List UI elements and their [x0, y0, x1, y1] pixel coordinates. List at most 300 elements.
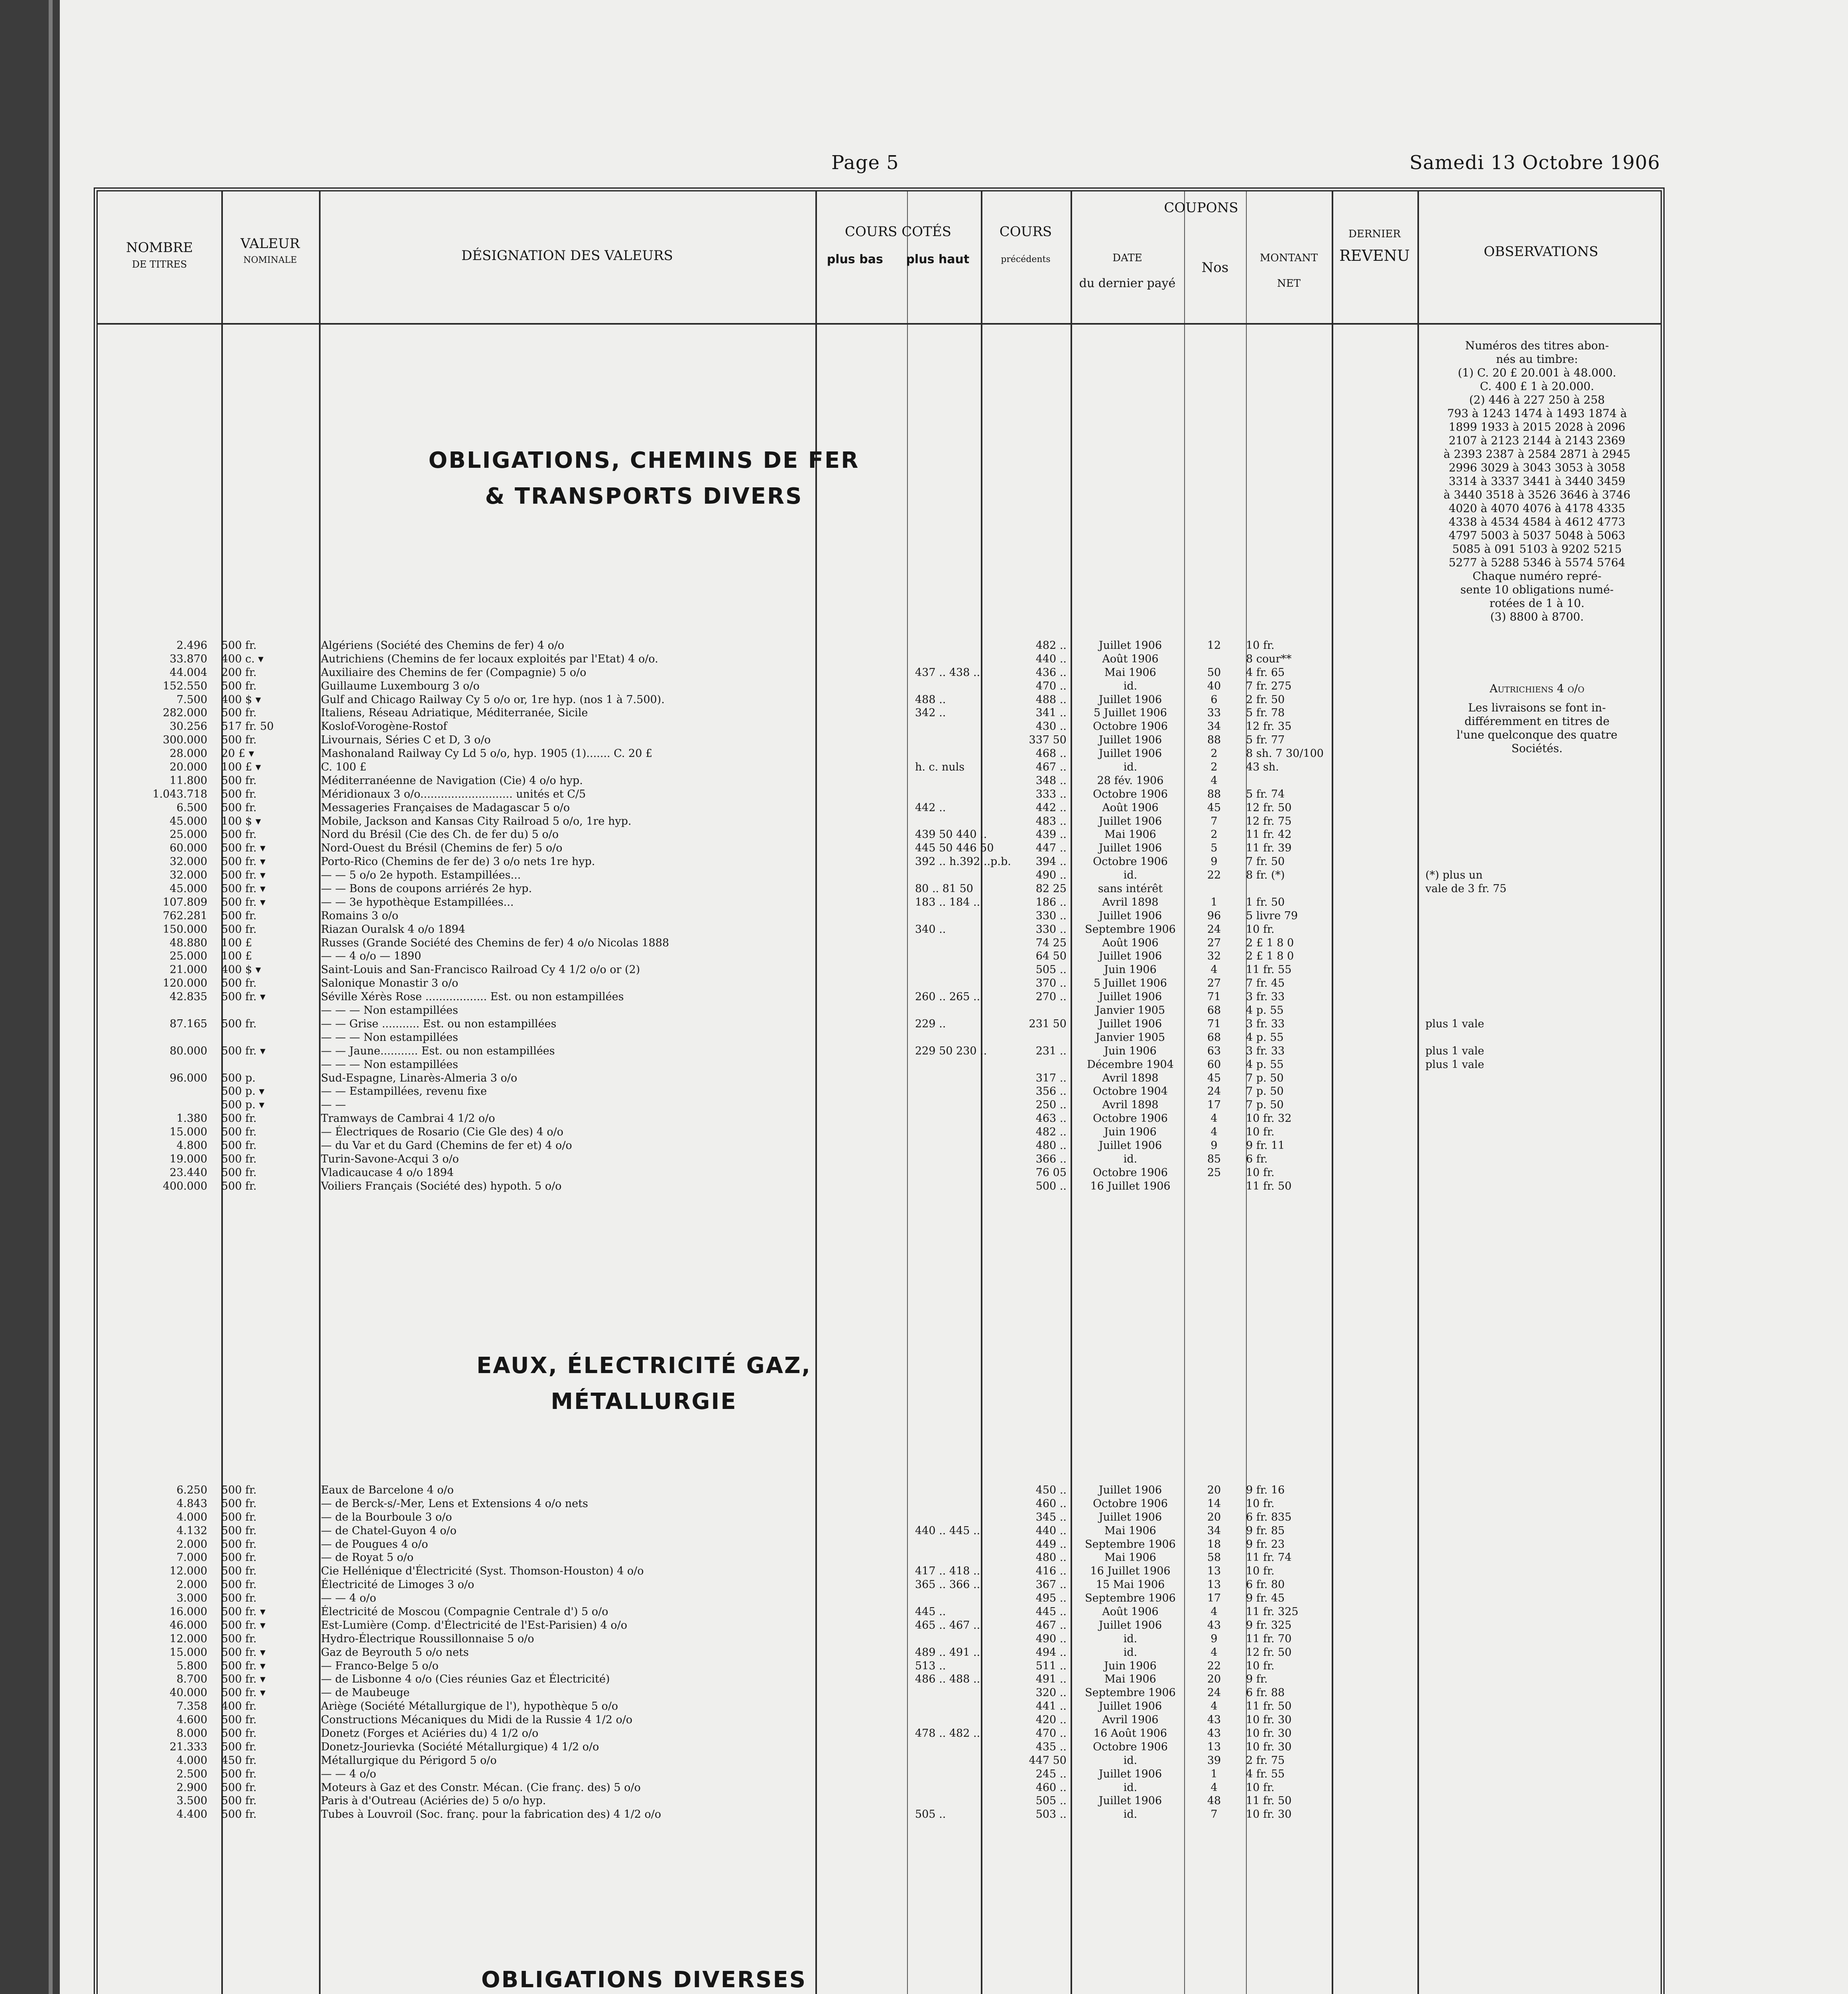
cours-cotes: 465 .. 467 ..	[915, 1619, 980, 1631]
coupon-montant: 6 fr. 835	[1246, 1511, 1292, 1523]
nombre-de-titres: 25.000	[169, 950, 207, 963]
cours-precedents: 480 ..	[1035, 1551, 1067, 1564]
designation: Gulf and Chicago Railway Cy 5 o/o or, 1re hyp. (nos 1 à 7.500).	[321, 693, 665, 706]
col-plus-haut: plus haut	[906, 252, 970, 266]
coupon-date: id.	[1123, 761, 1138, 774]
observation-line: C. 400 £ 1 à 20.000.	[1480, 380, 1594, 393]
cours-precedents: 430 ..	[1035, 720, 1067, 733]
cours-cotes: 260 .. 265 ..	[915, 991, 980, 1003]
valeur-nominale: 20 £ ▾	[221, 747, 254, 760]
valeur-nominale: 500 fr.	[221, 1727, 257, 1740]
coupon-numero: 2	[1210, 747, 1218, 760]
cours-precedents: 482 ..	[1035, 1126, 1067, 1139]
valeur-nominale: 400 $ ▾	[221, 693, 261, 706]
designation: Ariège (Société Métallurgique de l'), hypothèque 5 o/o	[321, 1700, 618, 1713]
cours-cotes: 478 .. 482 ..	[915, 1727, 980, 1740]
valeur-nominale: 500 fr.	[221, 1781, 257, 1794]
coupon-montant: 10 fr.	[1246, 923, 1275, 936]
observation-line: (1) C. 20 £ 20.001 à 48.000.	[1458, 366, 1616, 379]
table-row	[98, 1767, 1661, 1781]
coupon-date: Juin 1906	[1104, 1126, 1157, 1139]
designation: — de Lisbonne 4 o/o (Cies réunies Gaz et Électricité)	[321, 1673, 610, 1686]
nombre-de-titres: 4.400	[176, 1808, 207, 1821]
designation: — de Royat 5 o/o	[321, 1551, 414, 1564]
designation: Mobile, Jackson and Kansas City Railroad 5 o/o, 1re hyp.	[321, 815, 632, 828]
valeur-nominale: 500 fr.	[221, 1112, 257, 1125]
coupon-numero: 27	[1207, 936, 1221, 949]
observation-line: l'une quelconque des quatre	[1456, 728, 1618, 741]
col-cours-cotes: COURS COTÉS plus bas plus haut	[815, 223, 981, 268]
coupon-numero: 4	[1210, 1646, 1218, 1659]
nombre-de-titres: 32.000	[169, 855, 207, 868]
nombre-de-titres: 96.000	[169, 1072, 207, 1084]
table-row	[98, 882, 1661, 896]
cours-precedents: 445 ..	[1035, 1606, 1067, 1618]
designation: Hydro-Électrique Roussillonnaise 5 o/o	[321, 1632, 534, 1645]
coupon-date: 16 Juillet 1906	[1090, 1565, 1171, 1578]
valeur-nominale: 500 fr.	[221, 977, 257, 990]
cours-precedents: 483 ..	[1035, 815, 1067, 828]
observation-line: 1899 1933 à 2015 2028 à 2096	[1448, 420, 1626, 433]
designation: Constructions Mécaniques du Midi de la Russie 4 1/2 o/o	[321, 1714, 633, 1726]
nombre-de-titres: 762.281	[163, 909, 207, 922]
coupon-montant: 9 fr. 23	[1246, 1538, 1285, 1551]
designation: Guillaume Luxembourg 3 o/o	[321, 680, 480, 692]
section-title-chemins-de-fer: OBLIGATIONS, CHEMINS DE FER & TRANSPORTS DIVERS	[428, 447, 860, 509]
coupon-montant: 9 fr.	[1246, 1673, 1268, 1686]
observation-line: Chaque numéro repré-	[1472, 569, 1602, 583]
nombre-de-titres: 4.000	[176, 1754, 207, 1767]
coupon-montant: 6 fr. 80	[1246, 1578, 1285, 1591]
table-row	[98, 666, 1661, 680]
designation: — — Estampillées, revenu fixe	[321, 1085, 487, 1098]
designation: — de la Bourboule 3 o/o	[321, 1511, 452, 1523]
coupon-montant: 5 fr. 78	[1246, 707, 1285, 719]
coupon-numero: 50	[1207, 666, 1221, 679]
table-row	[98, 1058, 1661, 1072]
nombre-de-titres: 32.000	[169, 869, 207, 882]
valeur-nominale: 200 fr.	[221, 666, 257, 679]
cours-cotes: 440 .. 445 ..	[915, 1524, 980, 1537]
coupon-date: Octobre 1906	[1093, 720, 1168, 733]
nombre-de-titres: 42.835	[169, 991, 207, 1003]
designation: Porto-Rico (Chemins de fer de) 3 o/o nets 1re hyp.	[321, 855, 595, 868]
coupon-numero: 48	[1207, 1795, 1221, 1807]
valeur-nominale: 500 fr. ▾	[221, 1044, 266, 1057]
nombre-de-titres: 152.550	[163, 680, 207, 692]
coupon-date: Janvier 1905	[1095, 1004, 1165, 1017]
cours-precedents: 231 ..	[1035, 1044, 1067, 1057]
coupon-numero: 20	[1207, 1484, 1221, 1496]
col-numero: Nos	[1201, 260, 1229, 276]
valeur-nominale: 500 fr.	[221, 1565, 257, 1578]
designation: Auxiliaire des Chemins de fer (Compagnie) 5 o/o	[321, 666, 586, 679]
coupon-numero: 34	[1207, 1524, 1221, 1537]
designation: Turin-Savone-Acqui 3 o/o	[321, 1153, 459, 1165]
designation: Riazan Ouralsk 4 o/o 1894	[321, 923, 465, 936]
cours-cotes: 229 50 230 ..	[915, 1044, 987, 1057]
coupon-numero: 22	[1207, 869, 1221, 882]
designation: Séville Xérès Rose .................. Est. ou non estampillées	[321, 991, 624, 1003]
coupon-date: Juillet 1906	[1098, 1619, 1162, 1631]
valeur-nominale: 450 fr.	[221, 1754, 257, 1767]
cours-cotes: 513 ..	[915, 1659, 946, 1672]
coupon-date: Avril 1898	[1102, 1099, 1159, 1111]
coupon-montant: 12 fr. 75	[1246, 815, 1292, 828]
designation: Tubes à Louvroil (Soc. franç. pour la fabrication des) 4 1/2 o/o	[321, 1808, 661, 1821]
valeur-nominale: 500 fr.	[221, 1592, 257, 1605]
designation: — de Chatel-Guyon 4 o/o	[321, 1524, 457, 1537]
cours-precedents: 470 ..	[1035, 680, 1067, 692]
valeur-nominale: 500 fr.	[221, 1740, 257, 1753]
designation: — Franco-Belge 5 o/o	[321, 1659, 439, 1672]
valeur-nominale: 500 p.	[221, 1072, 256, 1084]
cours-precedents: 447 50	[1029, 1754, 1067, 1767]
designation: Paris à d'Outreau (Aciéries de) 5 o/o hyp.	[321, 1795, 546, 1807]
coupon-montant: 10 fr.	[1246, 1659, 1275, 1672]
designation: C. 100 £	[321, 761, 367, 774]
coupon-montant: 6 fr.	[1246, 1153, 1268, 1165]
coupon-numero: 9	[1210, 1139, 1218, 1152]
cours-cotes: 340 ..	[915, 923, 946, 936]
coupon-date: Août 1906	[1102, 801, 1159, 814]
designation: — — Grise ........... Est. ou non estampillées	[321, 1017, 557, 1030]
coupon-date: Juillet 1906	[1098, 815, 1162, 828]
coupon-date: Octobre 1906	[1093, 1497, 1168, 1510]
table-row	[98, 923, 1661, 936]
observation-line: 2996 3029 à 3043 3053 à 3058	[1448, 461, 1626, 474]
col-coupons: COUPONS	[1164, 200, 1238, 216]
coupon-numero: 17	[1207, 1592, 1221, 1605]
valeur-nominale: 500 fr.	[221, 1538, 257, 1551]
valeur-nominale: 500 fr.	[221, 1497, 257, 1510]
col-dernier-revenu: DERNIER REVENU	[1339, 228, 1410, 264]
nombre-de-titres: 16.000	[169, 1606, 207, 1618]
coupon-montant: 10 fr.	[1246, 1781, 1275, 1794]
cours-precedents: 64 50	[1035, 950, 1067, 963]
coupon-date: Mai 1906	[1104, 1551, 1156, 1564]
section-title-eaux-electricite: EAUX, ÉLECTRICITÉ GAZ, MÉTALLURGIE	[476, 1353, 811, 1415]
cours-precedents: 367 ..	[1035, 1578, 1067, 1591]
cours-precedents: 449 ..	[1035, 1538, 1067, 1551]
coupon-numero: 13	[1207, 1578, 1221, 1591]
designation: — — — Non estampillées	[321, 1058, 458, 1071]
valeur-nominale: 500 fr.	[221, 1511, 257, 1523]
nombre-de-titres: 5.800	[176, 1659, 207, 1672]
cours-precedents: 82 25	[1035, 883, 1067, 895]
cours-cotes: 445 ..	[915, 1606, 946, 1618]
coupon-numero: 33	[1207, 707, 1221, 719]
cours-precedents: 460 ..	[1035, 1497, 1067, 1510]
coupon-numero: 7	[1210, 815, 1218, 828]
valeur-nominale: 500 fr. ▾	[221, 1606, 266, 1618]
designation: Donetz (Forges et Aciéries du) 4 1/2 o/o	[321, 1727, 539, 1740]
cours-cotes: 489 .. 491 ..	[915, 1646, 980, 1659]
coupon-montant: 5 fr. 77	[1246, 734, 1285, 747]
valeur-nominale: 500 fr.	[221, 909, 257, 922]
coupon-montant: 10 fr.	[1246, 639, 1275, 652]
coupon-numero: 9	[1210, 1632, 1218, 1645]
coupon-montant: 9 fr. 11	[1246, 1139, 1285, 1152]
nombre-de-titres: 120.000	[163, 977, 207, 990]
designation: Électricité de Moscou (Compagnie Centrale d') 5 o/o	[321, 1606, 608, 1618]
coupon-numero: 13	[1207, 1565, 1221, 1578]
table-row	[98, 1004, 1661, 1017]
cours-precedents: 470 ..	[1035, 1727, 1067, 1740]
valeur-nominale: 400 c. ▾	[221, 652, 264, 665]
coupon-numero: 71	[1207, 991, 1221, 1003]
coupon-montant: 6 fr. 88	[1246, 1687, 1285, 1699]
coupon-montant: 11 fr. 39	[1246, 842, 1292, 855]
designation: Mashonaland Railway Cy Ld 5 o/o, hyp. 1905 (1)....... C. 20 £	[321, 747, 653, 760]
coupon-numero: 27	[1207, 977, 1221, 990]
coupon-montant: 10 fr.	[1246, 1565, 1275, 1578]
designation: Messageries Françaises de Madagascar 5 o/o	[321, 801, 570, 814]
coupon-montant: 12 fr. 50	[1246, 1646, 1292, 1659]
coupon-numero: 4	[1210, 1781, 1218, 1794]
coupon-montant: 11 fr. 42	[1246, 828, 1292, 841]
cours-cotes: 392 .. h.392 ..p.b.	[915, 855, 1011, 868]
cours-cotes: 417 .. 418 ..	[915, 1565, 980, 1578]
valeur-nominale: 500 fr.	[221, 1126, 257, 1139]
valeur-nominale: 500 fr.	[221, 1180, 257, 1192]
cours-precedents: 341 ..	[1035, 707, 1067, 719]
coupon-montant: 7 fr. 275	[1246, 680, 1292, 692]
valeur-nominale: 500 fr.	[221, 1767, 257, 1780]
coupon-date: Octobre 1906	[1093, 855, 1168, 868]
cours-cotes: 437 .. 438 ..	[915, 666, 980, 679]
nombre-de-titres: 20.000	[169, 761, 207, 774]
coupon-numero: 60	[1207, 1058, 1221, 1071]
observation-note: plus 1 vale	[1425, 1058, 1484, 1071]
valeur-nominale: 500 fr.	[221, 707, 257, 719]
nombre-de-titres: 107.809	[163, 896, 207, 908]
coupon-numero: 1	[1210, 896, 1218, 908]
designation: — — 4 o/o	[321, 1767, 376, 1780]
cours-precedents: 463 ..	[1035, 1112, 1067, 1125]
designation: Électricité de Limoges 3 o/o	[321, 1578, 474, 1591]
cours-precedents: 76 05	[1035, 1166, 1067, 1179]
cours-precedents: 74 25	[1035, 936, 1067, 949]
valeur-nominale: 500 fr. ▾	[221, 1646, 266, 1659]
coupon-numero: 13	[1207, 1740, 1221, 1753]
section-title-obligations-diverses: OBLIGATIONS DIVERSES	[481, 1967, 807, 1993]
coupon-numero: 88	[1207, 788, 1221, 800]
coupon-date: sans intérêt	[1098, 883, 1163, 895]
coupon-date: Juillet 1906	[1098, 1484, 1162, 1496]
cours-precedents: 491 ..	[1035, 1673, 1067, 1686]
cours-cotes: 439 50 440 ..	[915, 828, 987, 841]
nombre-de-titres: 15.000	[169, 1646, 207, 1659]
coupon-montant: 3 fr. 33	[1246, 991, 1285, 1003]
coupon-montant: 4 fr. 55	[1246, 1767, 1285, 1780]
coupon-date: 16 Août 1906	[1093, 1727, 1167, 1740]
binding-spine	[0, 0, 60, 1994]
cours-precedents: 330 ..	[1035, 909, 1067, 922]
coupon-montant: 5 fr. 74	[1246, 788, 1285, 800]
table-row	[98, 1139, 1661, 1153]
designation: Vladicaucase 4 o/o 1894	[321, 1166, 454, 1179]
coupon-date: Août 1906	[1102, 936, 1159, 949]
coupon-numero: 24	[1207, 923, 1221, 936]
nombre-de-titres: 21.000	[169, 964, 207, 976]
designation: Donetz-Jourievka (Société Métallurgique) 4 1/2 o/o	[321, 1740, 599, 1753]
coupon-date: Octobre 1904	[1093, 1085, 1168, 1098]
coupon-numero: 2	[1210, 761, 1218, 774]
coupon-montant: 11 fr. 325	[1246, 1606, 1299, 1618]
col-plus-bas: plus bas	[827, 252, 883, 266]
observations-autrichiens: Autrichiens 4 o/o Les livraisons se font in- différemment en titres de l'une quelconque des quatre Sociétés.	[1425, 682, 1649, 755]
table-row	[98, 1673, 1661, 1686]
cours-precedents: 468 ..	[1035, 747, 1067, 760]
coupon-montant: 9 fr. 45	[1246, 1592, 1285, 1605]
coupon-date: id.	[1123, 1632, 1138, 1645]
table-row	[98, 1713, 1661, 1727]
cours-precedents: 317 ..	[1035, 1072, 1067, 1084]
designation: Algériens (Société des Chemins de fer) 4 o/o	[321, 639, 565, 652]
valeur-nominale: 500 fr.	[221, 774, 257, 787]
cours-precedents: 320 ..	[1035, 1687, 1067, 1699]
cours-precedents: 460 ..	[1035, 1781, 1067, 1794]
designation: Nord-Ouest du Brésil (Chemins de fer) 5 o/o	[321, 842, 563, 855]
coupon-montant: 2 £ 1 8 0	[1246, 950, 1294, 963]
designation: — de Berck-s/-Mer, Lens et Extensions 4 o/o nets	[321, 1497, 588, 1510]
designation: Salonique Monastir 3 o/o	[321, 977, 459, 990]
valeur-nominale: 500 fr. ▾	[221, 855, 266, 868]
table-row	[98, 1484, 1661, 1497]
coupon-numero: 1	[1210, 1767, 1218, 1780]
cours-precedents: 441 ..	[1035, 1700, 1067, 1713]
coupon-numero: 58	[1207, 1551, 1221, 1564]
coupon-date: 15 Mai 1906	[1096, 1578, 1165, 1591]
designation: Cie Hellénique d'Électricité (Syst. Thomson-Houston) 4 o/o	[321, 1565, 644, 1578]
col-montant: MONTANT NET	[1260, 252, 1318, 290]
coupon-date: Juillet 1906	[1098, 734, 1162, 747]
nombre-de-titres: 1.043.718	[152, 788, 207, 800]
coupon-date: Juin 1906	[1104, 964, 1157, 976]
coupon-montant: 11 fr. 55	[1246, 964, 1292, 976]
table-row	[98, 1727, 1661, 1740]
nombre-de-titres: 7.000	[176, 1551, 207, 1564]
designation: Tramways de Cambrai 4 1/2 o/o	[321, 1112, 495, 1125]
coupon-numero: 6	[1210, 693, 1218, 706]
coupon-numero: 34	[1207, 720, 1221, 733]
observation-line: nés au timbre:	[1496, 353, 1578, 366]
coupon-montant: 10 fr.	[1246, 1166, 1275, 1179]
coupon-date: Avril 1906	[1102, 1714, 1159, 1726]
coupon-montant: 11 fr. 50	[1246, 1795, 1292, 1807]
observations-numeros-titres	[1425, 339, 1649, 624]
valeur-nominale: 500 p. ▾	[221, 1085, 265, 1098]
coupon-numero: 85	[1207, 1153, 1221, 1165]
cours-precedents: 450 ..	[1035, 1484, 1067, 1496]
coupon-date: Juillet 1906	[1098, 1017, 1162, 1030]
coupon-montant: 2 fr. 50	[1246, 693, 1285, 706]
nombre-de-titres: 40.000	[169, 1687, 207, 1699]
coupon-montant: 2 £ 1 8 0	[1246, 936, 1294, 949]
table-row	[98, 1524, 1661, 1538]
coupon-date: 16 Juillet 1906	[1090, 1180, 1171, 1192]
designation: — — — Non estampillées	[321, 1031, 458, 1044]
coupon-montant: 8 sh. 7 30/100	[1246, 747, 1324, 760]
coupon-date: Octobre 1906	[1093, 1166, 1168, 1179]
cours-precedents: 505 ..	[1035, 964, 1067, 976]
coupon-date: id.	[1123, 680, 1138, 692]
nombre-de-titres: 4.843	[176, 1497, 207, 1510]
cours-precedents: 442 ..	[1035, 801, 1067, 814]
designation: Nord du Brésil (Cie des Ch. de fer du) 5 o/o	[321, 828, 559, 841]
table-row	[98, 869, 1661, 882]
coupon-montant: 11 fr. 70	[1246, 1632, 1292, 1645]
nombre-de-titres: 28.000	[169, 747, 207, 760]
cours-cotes: 442 ..	[915, 801, 946, 814]
observation-line: différemment en titres de	[1464, 715, 1610, 728]
designation: Autrichiens (Chemins de fer locaux exploités par l'Etat) 4 o/o.	[321, 652, 658, 665]
designation: — — 3e hypothèque Estampillées...	[321, 896, 514, 908]
valeur-nominale: 500 p. ▾	[221, 1099, 265, 1111]
designation: — du Var et du Gard (Chemins de fer et) 4 o/o	[321, 1139, 572, 1152]
cours-cotes: 505 ..	[915, 1808, 946, 1821]
designation: — — Bons de coupons arriérés 2e hyp.	[321, 883, 532, 895]
table-row	[98, 1017, 1661, 1031]
coupon-date: Juillet 1906	[1098, 693, 1162, 706]
coupon-numero: 18	[1207, 1538, 1221, 1551]
coupon-date: Septembre 1906	[1085, 923, 1176, 936]
coupon-date: Janvier 1905	[1095, 1031, 1165, 1044]
coupon-montant: 7 p. 50	[1246, 1072, 1284, 1084]
valeur-nominale: 100 $ ▾	[221, 815, 261, 828]
coupon-date: Juillet 1906	[1098, 950, 1162, 963]
coupon-montant: 3 fr. 33	[1246, 1044, 1285, 1057]
coupon-numero: 43	[1207, 1619, 1221, 1631]
table-row	[98, 909, 1661, 923]
nombre-de-titres: 6.250	[176, 1484, 207, 1496]
table-row	[98, 1072, 1661, 1085]
designation: Russes (Grande Société des Chemins de fer) 4 o/o Nicolas 1888	[321, 936, 669, 949]
table-row	[98, 1781, 1661, 1795]
coupon-montant: 43 sh.	[1246, 761, 1279, 774]
table-row	[98, 774, 1661, 788]
coupon-numero: 20	[1207, 1673, 1221, 1686]
table-row	[98, 1112, 1661, 1125]
coupon-date: id.	[1123, 869, 1138, 882]
coupon-numero: 2	[1210, 828, 1218, 841]
table-row	[98, 1632, 1661, 1646]
coupon-date: Octobre 1906	[1093, 788, 1168, 800]
coupon-date: Octobre 1906	[1093, 1112, 1168, 1125]
table-row	[98, 1700, 1661, 1713]
valeur-nominale: 500 fr.	[221, 1153, 257, 1165]
valeur-nominale: 500 fr.	[221, 1484, 257, 1496]
table-row	[98, 1125, 1661, 1139]
col-observations: OBSERVATIONS	[1484, 244, 1598, 260]
table-row	[98, 1497, 1661, 1511]
nombre-de-titres: 45.000	[169, 883, 207, 895]
coupon-date: Août 1906	[1102, 652, 1159, 665]
coupon-numero: 4	[1210, 774, 1218, 787]
cours-precedents: 245 ..	[1035, 1767, 1067, 1780]
cours-precedents: 435 ..	[1035, 1740, 1067, 1753]
coupon-montant: 7 fr. 50	[1246, 855, 1285, 868]
coupon-numero: 17	[1207, 1099, 1221, 1111]
cours-cotes: 486 .. 488 ..	[915, 1673, 980, 1686]
table-row	[98, 1578, 1661, 1592]
nombre-de-titres: 8.700	[176, 1673, 207, 1686]
table-row	[98, 815, 1661, 828]
cours-precedents: 511 ..	[1035, 1659, 1067, 1672]
cours-cotes: 488 ..	[915, 693, 946, 706]
nombre-de-titres: 44.004	[169, 666, 207, 679]
